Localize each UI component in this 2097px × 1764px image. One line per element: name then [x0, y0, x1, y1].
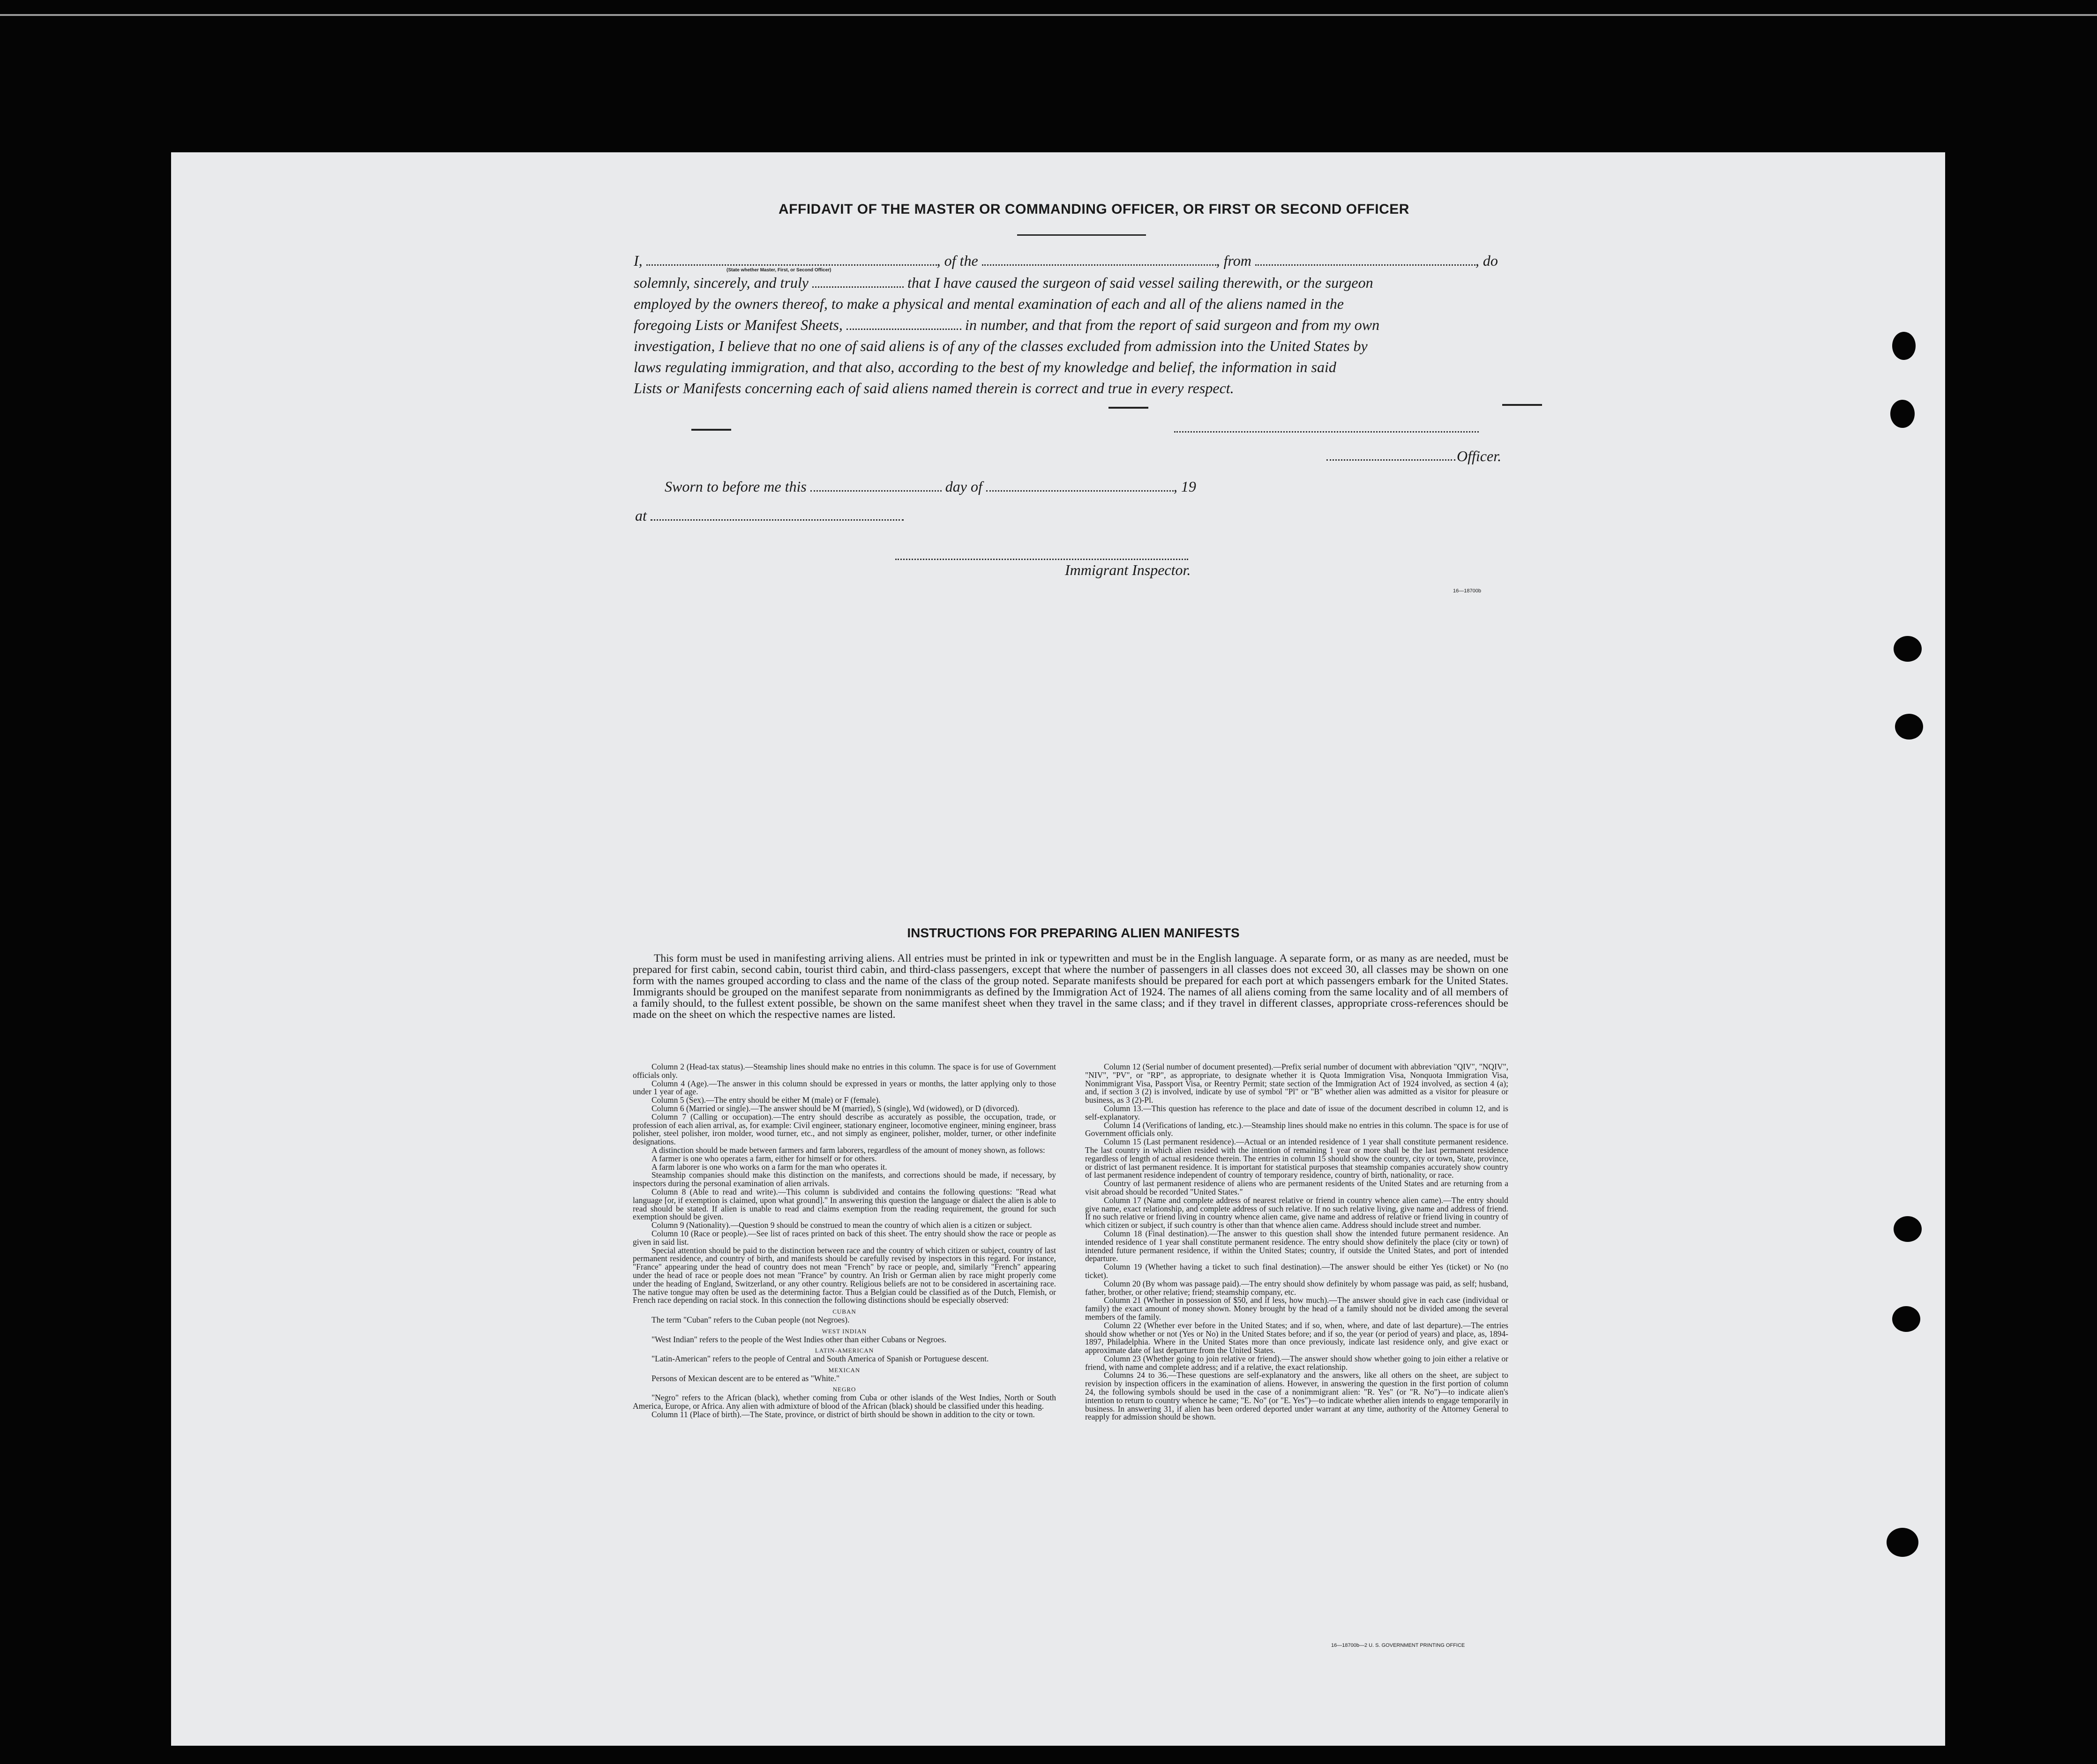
instruction-paragraph: A distinction should be made between farmers and farm laborers, regardless of the amount of money shown, as follows: — [652, 1145, 1045, 1155]
affidavit-of-the: , of the — [936, 252, 978, 269]
affidavit-line-1 — [634, 252, 1498, 269]
punch-hole — [1894, 636, 1922, 662]
affidavit-line-3: employed by the owners thereof, to make a physical and mental examination of each and all of the aliens named in the — [634, 295, 1344, 312]
at-line — [635, 507, 904, 524]
affidavit-text: foregoing Lists or Manifest Sheets, — [634, 316, 843, 333]
instructions-intro: This form must be used in manifesting arriving aliens. All entries must be printed in ink or typewritten and must be in the English language. A separate form, or as many as are needed, must be prepared for first cabin, second cabin, tourist third cabin, and third-class passengers, except that where the number of passengers in all classes does not exceed 30, all classes may be shown on one form with the names grouped according to class and the name of the class of the group noted. Separate manifests should be prepared for each port at which passengers embark for the United States. Immigrants should be grouped on the manifest separate from nonimmigrants as defined by the Immigration Act of 1924. The names of all aliens coming from the same locality and of all members of a family should, to the fullest extent possible, be shown on the same manifest sheet when they travel in the same class; and if they travel in different classes, appropriate cross-references should be made on the sheet on which the respective names are listed. — [633, 952, 1508, 1021]
punch-hole — [1892, 1306, 1920, 1332]
instruction-paragraph: Column 2 (Head-tax status).—Steamship lines should make no entries in this column. The space is for use of Government officials only. — [633, 1062, 1056, 1080]
inspector-label: Immigrant Inspector. — [1065, 561, 1191, 578]
sworn-day-blank[interactable] — [810, 480, 942, 492]
instructions-right-column — [1085, 1063, 1508, 1421]
oath-blank[interactable] — [812, 276, 904, 288]
affidavit-text: in number, and that from the report of said surgeon and from my own — [965, 316, 1380, 333]
instruction-paragraph: Column 6 (Married or single).—The answer should be M (married), S (single), Wd (widowed), or D (divorced). — [652, 1103, 1019, 1113]
sworn-line — [665, 478, 1196, 495]
instruction-paragraph: "West Indian" refers to the people of the West Indies other than either Cubans or Negroes. — [652, 1334, 947, 1344]
affidavit-line-6: laws regulating immigration, and that also, according to the best of my knowledge and belief, the information in said — [634, 359, 1336, 375]
instruction-paragraph: Steamship companies should make this distinction on the manifests, and corrections should be made, if necessary, by inspectors during the personal examination of alien arrivals. — [633, 1170, 1056, 1188]
instruction-paragraph: Column 5 (Sex).—The entry should be either M (male) or F (female). — [652, 1095, 881, 1105]
affidavit-text: solemnly, sincerely, and truly — [634, 274, 809, 291]
instruction-paragraph: Persons of Mexican descent are to be entered as "White." — [652, 1373, 840, 1383]
instruction-paragraph: A farmer is one who operates a farm, either for himself or for others. — [652, 1153, 877, 1163]
instructions-title: INSTRUCTIONS FOR PREPARING ALIEN MANIFESTS — [907, 926, 1240, 940]
dash-mark — [691, 429, 731, 431]
affidavit-line-4 — [634, 316, 1379, 334]
punch-hole — [1892, 332, 1916, 360]
scan-border-line — [0, 14, 2097, 16]
instruction-paragraph: Column 23 (Whether going to join relative or friend).—The answer should show whether going to join either a relative or friend, with name and complete address; and if a relative, the exact relationship. — [1085, 1353, 1508, 1372]
sworn-month-blank[interactable] — [986, 480, 1174, 492]
affidavit-text: at — [635, 507, 647, 524]
inspector-signature-line[interactable] — [895, 559, 1188, 560]
affidavit-line-7: Lists or Manifests concerning each of said aliens named therein is correct and true in every respect. — [634, 380, 1234, 396]
place-blank[interactable] — [651, 509, 904, 521]
instruction-paragraph: Column 10 (Race or people).—See list of races printed on back of this sheet. The entry should show the race or people as given in said list. — [633, 1228, 1056, 1247]
instruction-paragraph: The term "Cuban" refers to the Cuban people (not Negroes). — [652, 1315, 850, 1324]
vessel-name-blank[interactable] — [982, 254, 1216, 266]
officer-name-line[interactable] — [1326, 459, 1455, 461]
affidavit-text: day of — [945, 478, 982, 495]
instruction-paragraph: Column 7 (Calling or occupation).—The entry should describe as accurately as possible, the occupation, trade, or profession of each alien arrival, as, for example: Civil engineer, stationary engineer, locomotive engineer, mining engineer, brass polisher, steel polisher, iron molder, wood turner, etc., and not simply as engineer, polisher, molder, turner, or other indefinite designations. — [633, 1112, 1056, 1147]
affidavit-title: AFFIDAVIT OF THE MASTER OR COMMANDING OFFICER, OR FIRST OR SECOND OFFICER — [779, 202, 1409, 217]
port-from-blank[interactable] — [1255, 254, 1475, 266]
officer-label: Officer. — [1457, 448, 1502, 464]
punch-hole — [1890, 400, 1915, 428]
instruction-paragraph: Column 13.—This question has reference to the place and date of issue of the document described in column 12, and is self-explanatory. — [1085, 1103, 1508, 1121]
affidavit-text: , 19 — [1173, 478, 1196, 495]
punch-hole — [1894, 1216, 1922, 1242]
affidavit-line-5: investigation, I believe that no one of said aliens is of any of the classes excluded from admission into the United States by — [634, 337, 1368, 354]
instruction-paragraph: Special attention should be paid to the distinction between race and the country of which citizen or subject, country of last permanent residence, and country of birth, and manifests should be carefully revised by inspectors in this regard. For instance, "France" appearing under the head of country does not mean "French" by race or people, and, similarly "French" appearing under the head of race or people does not mean "France" by country. An Irish or German alien by race might properly come under the heading of England, Switzerland, or any other country. Religious beliefs are not to be considered in ascertaining race. The native tongue may often be used as the determining factor. Thus a Belgian could be classified as of the Dutch, Flemish, or French race depending on racial stock. In this connection the following distinctions should be especially observed: — [633, 1245, 1056, 1305]
section-heading: MEXICAN — [828, 1366, 861, 1374]
section-heading: NEGRO — [832, 1386, 856, 1393]
instruction-paragraph: "Latin-American" refers to the people of Central and South America of Spanish or Portuguese descent. — [652, 1354, 989, 1364]
officer-rank-blank[interactable] — [646, 254, 937, 266]
form-number: 16—18700b — [1453, 588, 1481, 594]
printer-imprint: 16—18700b—2 U. S. GOVERNMENT PRINTING OFFICE — [1331, 1643, 1465, 1648]
affidavit-text: Sworn to before me this — [665, 478, 807, 495]
instruction-paragraph: Country of last permanent residence of aliens who are permanent residents of the United States and are returning from a visit abroad should be recorded "United States." — [1085, 1179, 1508, 1196]
punch-hole — [1887, 1528, 1918, 1557]
paper-tear-mark — [305, 895, 318, 919]
instruction-paragraph: Column 4 (Age).—The answer in this column should be expressed in years or months, the latter applying only to those under 1 year of age. — [633, 1078, 1056, 1097]
instructions-left-column — [633, 1063, 1056, 1419]
instruction-paragraph: A farm laborer is one who works on a farm for the man who operates it. — [652, 1162, 887, 1172]
instruction-paragraph: Column 12 (Serial number of document presented).—Prefix serial number of document with abbreviation "QIV", "NQIV", "NIV", "PV", or "RP", as appropriate, to designate whether it is Quota Immigration Visa, Nonquota Immigration Visa, Nonimmigrant Visa, Passport Visa, or Reentry Permit; state section of the Immigration Act of 1924 involved, as section 4 (a); and, if section 3 (2) is involved, indicate by use of symbol "Pl" or "B" whether alien was admitted as a visitor for pleasure or business, as 3 (2)-Pl. — [1085, 1062, 1508, 1105]
title-underline — [1017, 234, 1146, 236]
dash-mark — [1502, 404, 1542, 406]
affidavit-from: , from — [1216, 252, 1251, 269]
affidavit-i: I, — [634, 252, 643, 269]
affidavit-text: that I have caused the surgeon of said vessel sailing therewith, or the surgeon — [907, 274, 1373, 291]
officer-signature-line[interactable] — [1174, 431, 1479, 433]
instruction-paragraph: Column 21 (Whether in possession of $50, and if less, how much).—The answer should give in each case (individual or family) the exact amount of money shown. Money brought by the head of a family should not be divided among the several members of the family. — [1085, 1295, 1508, 1322]
punch-hole — [1895, 714, 1923, 740]
instruction-paragraph: Column 14 (Verifications of landing, etc.).—Steamship lines should make no entries in this column. The space is for use of Government officials only. — [1085, 1120, 1508, 1138]
instruction-paragraph: Columns 24 to 36.—These questions are self-explanatory and the answers, like all others on the sheet, are subject to revision by inspection officers in the examination of aliens. However, in answering the question in the first portion of column 24, the following symbols should be used in the case of a nonimmigrant alien: "R. Yes" (or "R. No")—to indicate alien's intention to return to country whence he came; "E. No" (or "E. Yes")—to indicate whether alien intends to engage temporarily in business. In answering 31, if alien has been ordered deported under warrant at any time, authority of the Attorney General to reapply for admission should be shown. — [1085, 1370, 1508, 1422]
affidavit-line-2 — [634, 274, 1373, 292]
dash-mark — [1108, 407, 1148, 409]
state-officer-note: (State whether Master, First, or Second Officer) — [726, 268, 831, 273]
instruction-paragraph: Column 17 (Name and complete address of nearest relative or friend in country whence alien came).—The entry should give name, exact relationship, and complete address of such relative. If no such relative living, give name and address of friend. If no such relative or friend living in country whence alien came, give name and address of relative or friend living in country of which citizen or subject, if such country is other than that whence alien came. Address should include street and number. — [1085, 1195, 1508, 1230]
section-heading: CUBAN — [832, 1308, 856, 1316]
instruction-paragraph: Column 22 (Whether ever before in the United States; and if so, when, where, and date of last departure).—The entries should show whether or not (Yes or No) in the United States before; and if so, the year (or period of years) and place, as, 1894-1897, Philadelphia. Where in the United States more than once previously, indicate last residence only, and give exact or approximate date of last departure from the United States. — [1085, 1320, 1508, 1355]
section-heading: WEST INDIAN — [822, 1327, 867, 1335]
instruction-paragraph: Column 18 (Final destination).—The answer to this question shall show the intended future permanent residence. An intended residence of 1 year shall constitute permanent residence. The entry should show definitely the place (city or town) of intended future permanent residence, if within the United States; country, if outside the United States, and port of intended departure. — [1085, 1228, 1508, 1263]
instruction-paragraph: Column 11 (Place of birth).—The State, province, or district of birth should be shown in addition to the city or town. — [652, 1409, 1035, 1419]
sheet-count-blank[interactable] — [846, 318, 961, 330]
instruction-paragraph: Column 19 (Whether having a ticket to such final destination).—The answer should be either Yes (ticket) or No (no ticket). — [1085, 1262, 1508, 1280]
instruction-paragraph: Column 8 (Able to read and write).—This column is subdivided and contains the following questions: "Read what language [or, if exemption is claimed, upon what ground]." In answering this question the language or dialect the alien is able to read should be stated. If alien is unable to read and claims exemption from the reading requirement, the ground for such exemption should be given. — [633, 1187, 1056, 1222]
instruction-paragraph: Column 20 (By whom was passage paid).—The entry should show definitely by whom passage was paid, as self; husband, father, brother, or other relative; friend; steamship company, etc. — [1085, 1278, 1508, 1297]
instruction-paragraph: Column 9 (Nationality).—Question 9 should be construed to mean the country of which alien is a citizen or subject. — [652, 1220, 1032, 1230]
affidavit-do: , do — [1475, 252, 1498, 269]
instruction-paragraph: "Negro" refers to the African (black), whether coming from Cuba or other islands of the West Indies, North or South America, Europe, or Africa. Any alien with admixture of blood of the African (black) should be classified under this heading. — [633, 1393, 1056, 1411]
section-heading: LATIN-AMERICAN — [815, 1347, 874, 1354]
instruction-paragraph: Column 15 (Last permanent residence).—Actual or an intended residence of 1 year shall constitute permanent residence. The last country in which alien resided with the intention of remaining 1 year or more shall be the last permanent residence regardless of length of actual residence therein. The entries in column 15 should show the country, city or town, State, province, or district of last permanent residence. It is important for statistical purposes that steamship companies accurately show country of last permanent residence independent of country of temporary residence, country of birth, nationality, or race. — [1085, 1137, 1508, 1180]
